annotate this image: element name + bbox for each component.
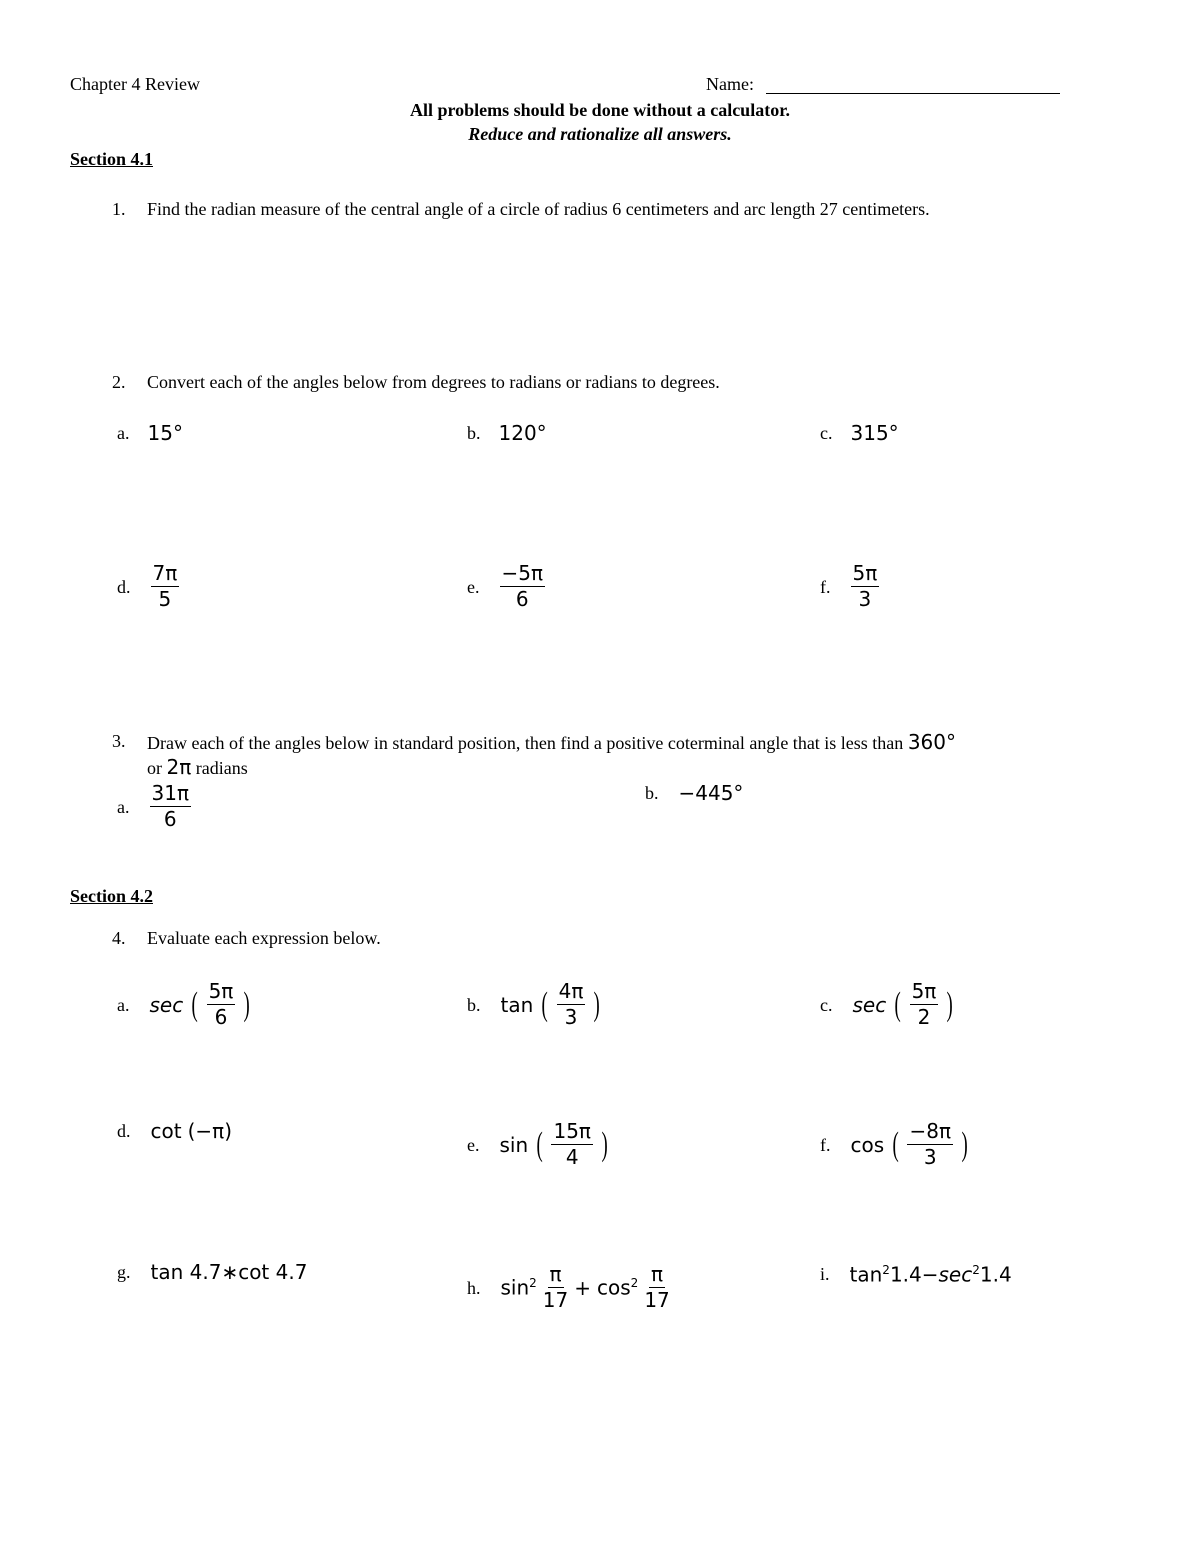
name-field-line[interactable] [766, 93, 1060, 94]
left-paren: ( [541, 985, 549, 1023]
item-4h [467, 1263, 670, 1312]
item-label: c. [820, 423, 833, 443]
fraction [151, 562, 180, 611]
function-name: cos [850, 1132, 885, 1157]
item-2b [467, 423, 547, 443]
item-label: e. [467, 1134, 480, 1155]
instruction-rationalize: Reduce and rationalize all answers. [468, 124, 732, 144]
question-3-text-line2 [147, 757, 248, 777]
question-number: 4. [112, 928, 126, 948]
item-label: a. [117, 994, 130, 1015]
question-number: 3. [112, 731, 126, 751]
item-4a [117, 980, 253, 1029]
numerator: 5π [911, 979, 937, 1003]
section-heading-4-2: Section 4.2 [70, 886, 153, 906]
item-2d [117, 562, 179, 611]
exponent: 2 [882, 1263, 890, 1277]
item-label: f. [820, 576, 831, 597]
numerator: 31π [151, 781, 189, 805]
item-label: g. [117, 1262, 131, 1282]
left-paren: ( [187, 1119, 196, 1143]
denominator: 2 [917, 1005, 931, 1029]
function-name: sin [499, 1132, 529, 1157]
item-2c [820, 423, 899, 443]
numerator: −8π [909, 1119, 952, 1143]
right-paren: ) [593, 985, 601, 1023]
denominator: 6 [163, 807, 177, 831]
function-name [597, 1277, 638, 1298]
item-label: a. [117, 423, 130, 443]
tan-text: tan [849, 1262, 883, 1287]
section-heading-4-1: Section 4.1 [70, 149, 153, 169]
item-label: b. [467, 423, 481, 443]
denominator: 6 [515, 587, 529, 611]
item-4i [820, 1264, 1012, 1285]
item-label: e. [467, 576, 480, 597]
item-4b [467, 980, 603, 1029]
angle-value: 315° [850, 421, 899, 445]
function-argument: −π [195, 1119, 225, 1143]
denominator: 3 [858, 587, 872, 611]
fraction [910, 980, 939, 1029]
numerator: 7π [152, 561, 178, 585]
question-4-text: Evaluate each expression below. [147, 928, 381, 948]
denominator: 3 [923, 1145, 937, 1169]
item-label: c. [820, 994, 833, 1015]
item-3b [645, 783, 743, 803]
angle-limit-degrees: 360° [907, 730, 956, 754]
fraction [557, 980, 586, 1029]
left-paren: ( [536, 1125, 543, 1163]
numerator: 5π [852, 561, 878, 585]
question-3-text-line1: Draw each of the angles below in standard position, then find a positive coterminal angle that is less than [147, 733, 904, 753]
function-name: tan [500, 992, 534, 1017]
argument: 1.4 [979, 1262, 1012, 1287]
question-2-text: Convert each of the angles below from degrees to radians or radians to degrees. [147, 372, 720, 392]
right-paren: ) [243, 985, 251, 1023]
function-name: cot [150, 1119, 182, 1143]
item-label: d. [117, 1121, 131, 1141]
numerator: 4π [558, 979, 584, 1003]
fraction [644, 1263, 669, 1312]
expression: tan 4.7∗cot 4.7 [150, 1260, 308, 1284]
radians-word: radians [195, 758, 248, 778]
denominator: 3 [564, 1005, 578, 1029]
fraction [150, 782, 192, 831]
numerator: π [651, 1262, 664, 1286]
sin-text: sin [500, 1275, 530, 1300]
function-name [501, 1277, 537, 1298]
item-label: h. [467, 1277, 481, 1298]
numerator: 15π [553, 1119, 591, 1143]
item-4f [820, 1120, 970, 1169]
angle-limit-radians: 2π [166, 755, 192, 779]
item-4g [117, 1262, 307, 1282]
item-label: a. [117, 796, 130, 817]
item-label: b. [645, 783, 659, 803]
denominator: 17 [644, 1288, 670, 1312]
question-3-text [147, 732, 956, 752]
item-label: d. [117, 576, 131, 597]
function-name: sec [149, 992, 184, 1017]
denominator: 6 [214, 1005, 228, 1029]
or-word: or [147, 758, 162, 778]
sec-text: sec [938, 1262, 973, 1287]
left-paren: ( [892, 1125, 899, 1163]
item-3a [117, 782, 191, 831]
item-4c [820, 980, 956, 1029]
document-title: Chapter 4 Review [70, 74, 200, 94]
denominator: 5 [158, 587, 172, 611]
numerator: π [549, 1262, 562, 1286]
right-paren: ) [601, 1125, 608, 1163]
question-1-text: Find the radian measure of the central angle of a circle of radius 6 centimeters and arc length 27 centimeters. [147, 199, 930, 219]
cos-text: cos [597, 1275, 631, 1300]
fraction [543, 1263, 568, 1312]
instruction-calculator: All problems should be done without a calculator. [409, 100, 791, 120]
fraction [551, 1120, 593, 1169]
angle-value: −445° [678, 781, 744, 805]
fraction [500, 562, 546, 611]
exponent: 2 [529, 1276, 537, 1291]
item-2f [820, 562, 879, 611]
left-paren: ( [191, 985, 199, 1023]
right-paren: ) [946, 985, 954, 1023]
item-2a [117, 423, 183, 443]
question-number: 2. [112, 372, 126, 392]
numerator: 5π [208, 979, 234, 1003]
name-label: Name: [706, 74, 754, 94]
right-paren: ) [224, 1119, 233, 1143]
numerator: −5π [501, 561, 544, 585]
argument: 1.4 [889, 1262, 922, 1287]
exponent: 2 [630, 1276, 639, 1291]
angle-value: 15° [147, 421, 183, 445]
fraction [907, 1120, 953, 1169]
fraction [207, 980, 236, 1029]
operator: − [921, 1262, 939, 1287]
denominator: 17 [542, 1288, 569, 1312]
question-number: 1. [112, 199, 126, 219]
item-label: f. [820, 1134, 831, 1155]
item-label: i. [820, 1264, 830, 1285]
fraction [851, 562, 880, 611]
expression [850, 1264, 1012, 1285]
item-2e [467, 562, 545, 611]
item-4e [467, 1120, 610, 1169]
left-paren: ( [894, 985, 902, 1023]
function-name: sec [852, 992, 887, 1017]
denominator: 4 [565, 1145, 579, 1169]
operator: + [574, 1275, 592, 1300]
right-paren: ) [961, 1125, 968, 1163]
exponent: 2 [972, 1263, 980, 1277]
item-label: b. [467, 994, 481, 1015]
angle-value: 120° [498, 421, 547, 445]
item-4d [117, 1121, 232, 1141]
